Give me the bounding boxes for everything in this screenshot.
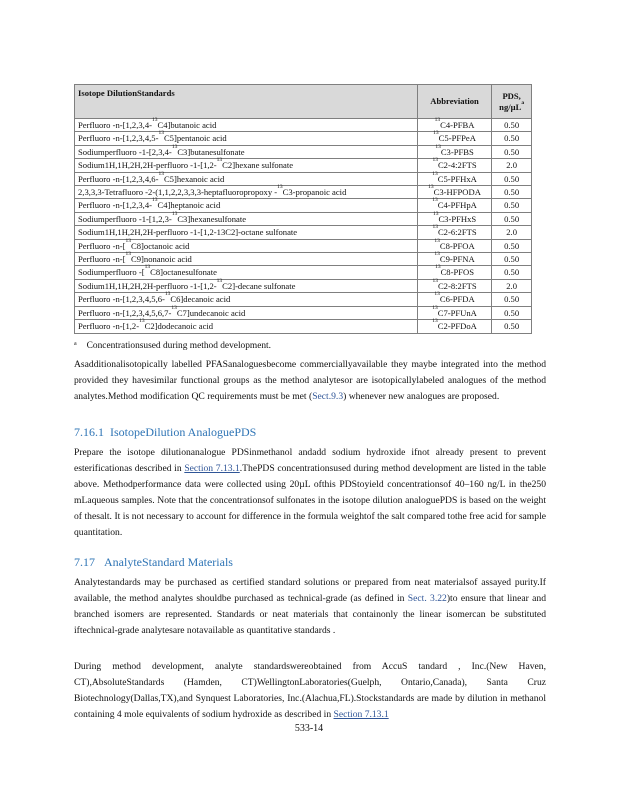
table-row	[75, 119, 532, 132]
pds-cell: 0.50	[492, 199, 532, 212]
abbreviation-cell: $^{13}$C7-PFUnA	[417, 306, 491, 319]
table-row	[75, 172, 532, 185]
pds-cell: 0.50	[492, 172, 532, 185]
abbreviation-cell: $^{13}$C8-PFOS	[417, 266, 491, 279]
compound-cell: Sodium1H,1H,2H,2H-perfluoro -1-[1,2-$^{13}$C2]hexane sulfonate	[75, 159, 418, 172]
abbreviation-cell: $^{13}$C3-PFHxS	[417, 212, 491, 225]
pds-cell: 0.50	[492, 293, 532, 306]
compound-cell: Perfluoro -n-[$^{13}$C9]nonanoic acid	[75, 253, 418, 266]
section-link-7-13-1[interactable]: Section 7.13.1	[184, 463, 240, 474]
compound-cell: Perfluoro -n-[1,2,3,4-$^{13}$C4]butanoic acid	[75, 119, 418, 132]
abbreviation-cell: $^{13}$C6-PFDA	[417, 293, 491, 306]
table-row	[75, 226, 532, 239]
compound-cell: Perfluoro -n-[$^{13}$C8]octanoic acid	[75, 239, 418, 252]
paragraph-analyte-standards: Analytestandards may be purchased as certified standard solutions or prepared from neat materialsof assayed purity.If available, the method analytes shouldbe purchased as technical-grade (as defined in Sect. 3.22)to ensure that linear and branched isomers are represented. Standards or neat materials that containonly the linear isomercan be substituted iftechnical-grade analytesare notavailable as quantitative standards .	[74, 577, 547, 636]
paragraph-additional-analogues: Asadditionalisotopically labelled PFASanaloguesbecome commerciallyavailable they maybe integrated into the method provided they havesimilar functional groups as the method analytesor are isotopicallylabeled analogues of the method analytes.Method modification QC requirements must be met (Sect.9.3) whenever new analogues are proposed.	[74, 359, 546, 402]
table-row	[75, 266, 532, 279]
table-row	[75, 199, 532, 212]
pds-cell: 0.50	[492, 239, 532, 252]
paragraph-method-development: During method development, analyte standardswereobtained from AccuS tandard , Inc.(New Haven, CT),AbsoluteStandards (Hamden, CT)WellingtonLaboratories(Guelph, Ontario,Canada), Santa Cruz Biotechnology(Dallas,TX),and Synquest Laboratories, Inc.(Alachua,FL).Stockstandards are made by dilution in methanol containing 4 mole equivalents of sodium hydroxide as described in Section 7.13.1	[74, 661, 546, 720]
table-row	[75, 293, 532, 306]
abbreviation-cell: $^{13}$C2-8:2FTS	[417, 279, 491, 292]
pds-cell: 0.50	[492, 145, 532, 158]
compound-cell: Sodium1H,1H,2H,2H-perfluoro -1-[1,2-13C2]-octane sulfonate	[75, 226, 418, 239]
compound-cell: 2,3,3,3-Tetrafluoro -2-(1,1,2,2,3,3,3-heptafluoropropoxy -$^{13}$C3-propanoic acid	[75, 186, 418, 199]
compound-cell: Perfluoro -n-[1,2,3,4,5,6,7-$^{13}$C7]undecanoic acid	[75, 306, 418, 319]
table-row	[75, 279, 532, 292]
abbreviation-cell: $^{13}$C3-HFPODA	[417, 186, 491, 199]
abbreviation-cell: $^{13}$C8-PFOA	[417, 239, 491, 252]
table-body	[75, 119, 532, 334]
pds-cell: 2.0	[492, 279, 532, 292]
abbreviation-cell: $^{13}$C4-PFBA	[417, 119, 491, 132]
footnote-mark: a	[74, 341, 77, 347]
header-pds: PDS, ng/µL$^a$	[492, 85, 532, 119]
table-header-row	[75, 85, 532, 119]
section-ref-3-22[interactable]: Sect. 3.22	[407, 593, 447, 604]
section-ref-9-3[interactable]: Sect.9.3	[312, 391, 344, 402]
header-compound: Isotope DilutionStandards	[75, 85, 418, 119]
pds-cell: 2.0	[492, 226, 532, 239]
table-row	[75, 159, 532, 172]
table-row	[75, 132, 532, 145]
section-heading-7-17: 7.17 AnalyteStandard Materials	[74, 555, 233, 569]
pds-cell: 0.50	[492, 253, 532, 266]
header-abbreviation: Abbreviation	[417, 85, 491, 119]
table-footnote	[74, 341, 271, 351]
page-number: 533-14	[294, 723, 324, 734]
table-row	[75, 145, 532, 158]
table-row	[75, 212, 532, 225]
pds-cell: 0.50	[492, 186, 532, 199]
compound-cell: Sodium1H,1H,2H,2H-perfluoro -1-[1,2-$^{13}$C2]-decane sulfonate	[75, 279, 418, 292]
abbreviation-cell: $^{13}$C2-6:2FTS	[417, 226, 491, 239]
abbreviation-cell: $^{13}$C3-PFBS	[417, 145, 491, 158]
paragraph-isotope-pds: Prepare the isotope dilutionanalogue PDSinmethanol andadd sodium hydroxide ifnot already present to prevent esterificationas described in Section 7.13.1.ThePDS concentrationsused during method development are listed in the table above. Methodperformance data were collected using 20µL ofthis PDStoyield concentrationsof 40–160 ng/L in the250 mLaqueous samples. Note that the concentrationsof sulfonates in the isotope dilution analoguePDS is based on the weight of thesalt. It is not necessary to account for difference in the formula weightof the salt compared tothe free acid for sample quantitation.	[74, 447, 546, 538]
table-row	[75, 239, 532, 252]
pds-cell: 0.50	[492, 306, 532, 319]
pds-cell: 2.0	[492, 159, 532, 172]
abbreviation-cell: $^{13}$C2-PFDoA	[417, 320, 491, 333]
table-row	[75, 320, 532, 333]
table-row	[75, 186, 532, 199]
pds-cell: 0.50	[492, 132, 532, 145]
abbreviation-cell: $^{13}$C4-PFHpA	[417, 199, 491, 212]
abbreviation-cell: $^{13}$C5-PFPeA	[417, 132, 491, 145]
section-heading-7-16-1: 7.16.1 IsotopeDilution AnaloguePDS	[74, 425, 257, 439]
footnote-text: Concentrationsused during method development.	[86, 341, 272, 351]
abbreviation-cell: $^{13}$C5-PFHxA	[417, 172, 491, 185]
compound-cell: Perfluoro -n-[1,2,3,4-$^{13}$C4]heptanoic acid	[75, 199, 418, 212]
compound-cell: Perfluoro -n-[1,2,3,4,5,6-$^{13}$C6]decanoic acid	[75, 293, 418, 306]
section-link-7-13-1-b[interactable]: Section 7.13.1	[333, 709, 389, 720]
compound-cell: Perfluoro -n-[1,2,3,4,5-$^{13}$C5]pentanoic acid	[75, 132, 418, 145]
isotope-dilution-standards-table	[74, 84, 532, 334]
pds-cell: 0.50	[492, 320, 532, 333]
compound-cell: Sodiumperfluoro -1-[1,2,3-$^{13}$C3]hexanesulfonate	[75, 212, 418, 225]
abbreviation-cell: $^{13}$C9-PFNA	[417, 253, 491, 266]
compound-cell: Sodiumperfluoro -1-[2,3,4-$^{13}$C3]butanesulfonate	[75, 145, 418, 158]
pds-cell: 0.50	[492, 212, 532, 225]
compound-cell: Perfluoro -n-[1,2-$^{13}$C2]dodecanoic acid	[75, 320, 418, 333]
pds-cell: 0.50	[492, 266, 532, 279]
compound-cell: Perfluoro -n-[1,2,3,4,6-$^{13}$C5]hexanoic acid	[75, 172, 418, 185]
pds-cell: 0.50	[492, 119, 532, 132]
abbreviation-cell: $^{13}$C2-4:2FTS	[417, 159, 491, 172]
table-row	[75, 253, 532, 266]
compound-cell: Sodiumperfluoro -[$^{13}$C8]octanesulfonate	[75, 266, 418, 279]
